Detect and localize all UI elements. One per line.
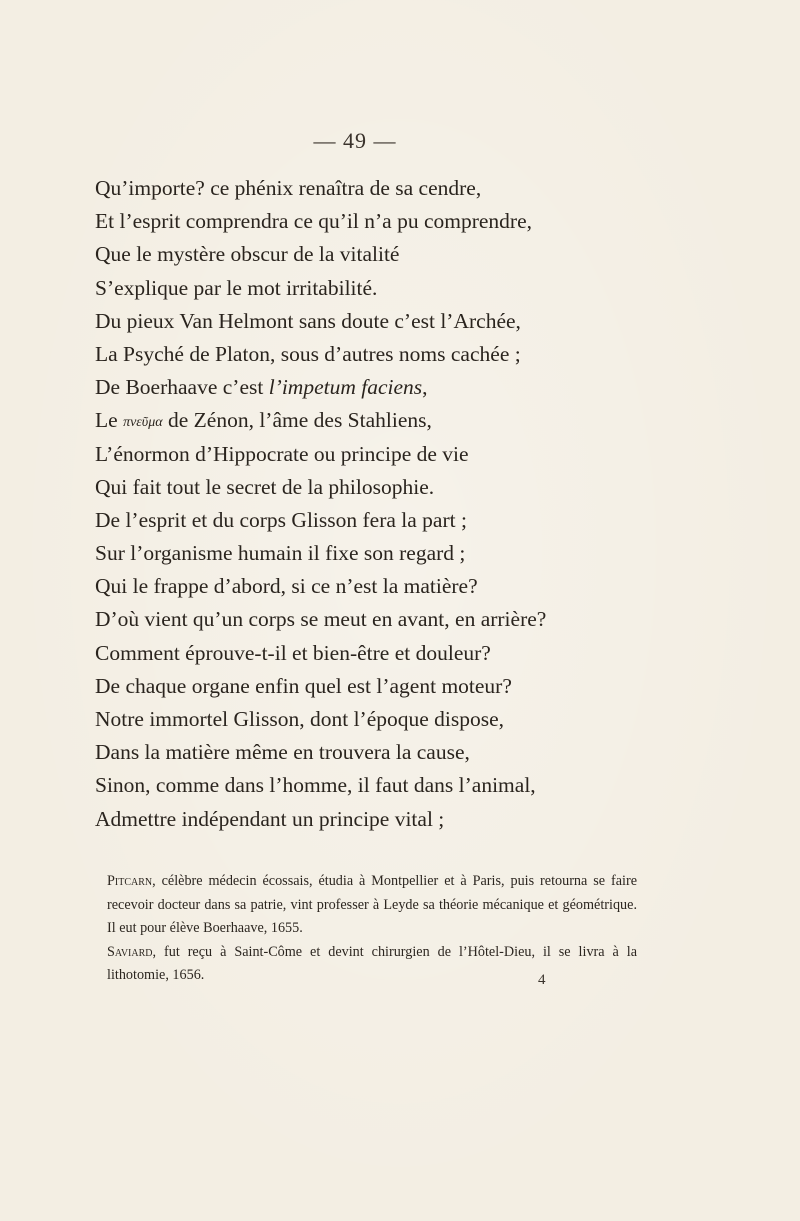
footnote-name: Pitcarn, — [107, 873, 156, 889]
verse-block — [95, 172, 655, 836]
footnote-text: célèbre médecin écossais, étudia à Montpellier et à Paris, puis retourna se faire recevoir docteur dans sa patrie, vint professer à Leyde sa théorie mécanique et géométrique. Il eut pour élève Boerhaave, 1655. — [107, 873, 637, 936]
footnote-name: Saviard, — [107, 943, 157, 960]
verse-line: D’où vient qu’un corps se meut en avant, en arrière? — [95, 607, 547, 632]
signature-mark: 4 — [538, 972, 546, 988]
verse-line — [95, 404, 655, 437]
verse-line: Que le mystère obscur de la vitalité — [95, 242, 400, 267]
verse-line: Admettre indépendant un principe vital ; — [95, 806, 445, 831]
verse-line: Qui le frappe d’abord, si ce n’est la matière? — [95, 574, 478, 599]
verse-line-start: Le — [95, 408, 118, 433]
footnote-saviard — [107, 941, 637, 988]
verse-line: De l’esprit et du corps Glisson fera la part ; — [95, 507, 467, 532]
page-number: — 49 — — [313, 128, 397, 153]
verse-line-start: De Boerhaave c’est — [95, 375, 264, 400]
verse-line — [95, 371, 655, 404]
impetum-faciens: l’impetum faciens — [268, 375, 423, 400]
footnote-text: fut reçu à Saint-Côme et devint chirurgien de l’Hôtel-Dieu, il se livra à la lithotomie, 1656. — [107, 943, 637, 983]
verse-line-end: , — [422, 375, 428, 400]
verse-line: Qu’importe? ce phénix renaîtra de sa cendre, — [95, 176, 482, 200]
verse-line: La Psyché de Platon, sous d’autres noms cachée ; — [95, 341, 521, 366]
verse-line: Et l’esprit comprendra ce qu’il n’a pu comprendre, — [95, 209, 532, 234]
verse-line: S’explique par le mot irritabilité. — [95, 275, 378, 300]
verse-line: Notre immortel Glisson, dont l’époque dispose, — [95, 707, 505, 731]
footnotes — [107, 870, 637, 988]
verse-line: Sur l’organisme humain il fixe son regard ; — [95, 541, 466, 566]
verse-line: Comment éprouve-t-il et bien-être et douleur? — [95, 640, 491, 665]
verse-line: Sinon, comme dans l’homme, il faut dans l’animal, — [95, 773, 536, 798]
verse-line: Du pieux Van Helmont sans doute c’est l’Archée, — [95, 308, 521, 333]
verse-line: Qui fait tout le secret de la philosophie. — [95, 474, 435, 499]
footnote-pitcarn — [107, 870, 637, 941]
verse-line: Dans la matière même en trouvera la cause, — [95, 740, 470, 765]
greek-word: πνεῦμα — [123, 415, 163, 431]
verse-line: L’énormon d’Hippocrate ou principe de vie — [95, 441, 469, 466]
verse-line: De chaque organe enfin quel est l’agent moteur? — [95, 673, 512, 698]
verse-line-end: de Zénon, l’âme des Stahliens, — [167, 408, 432, 433]
